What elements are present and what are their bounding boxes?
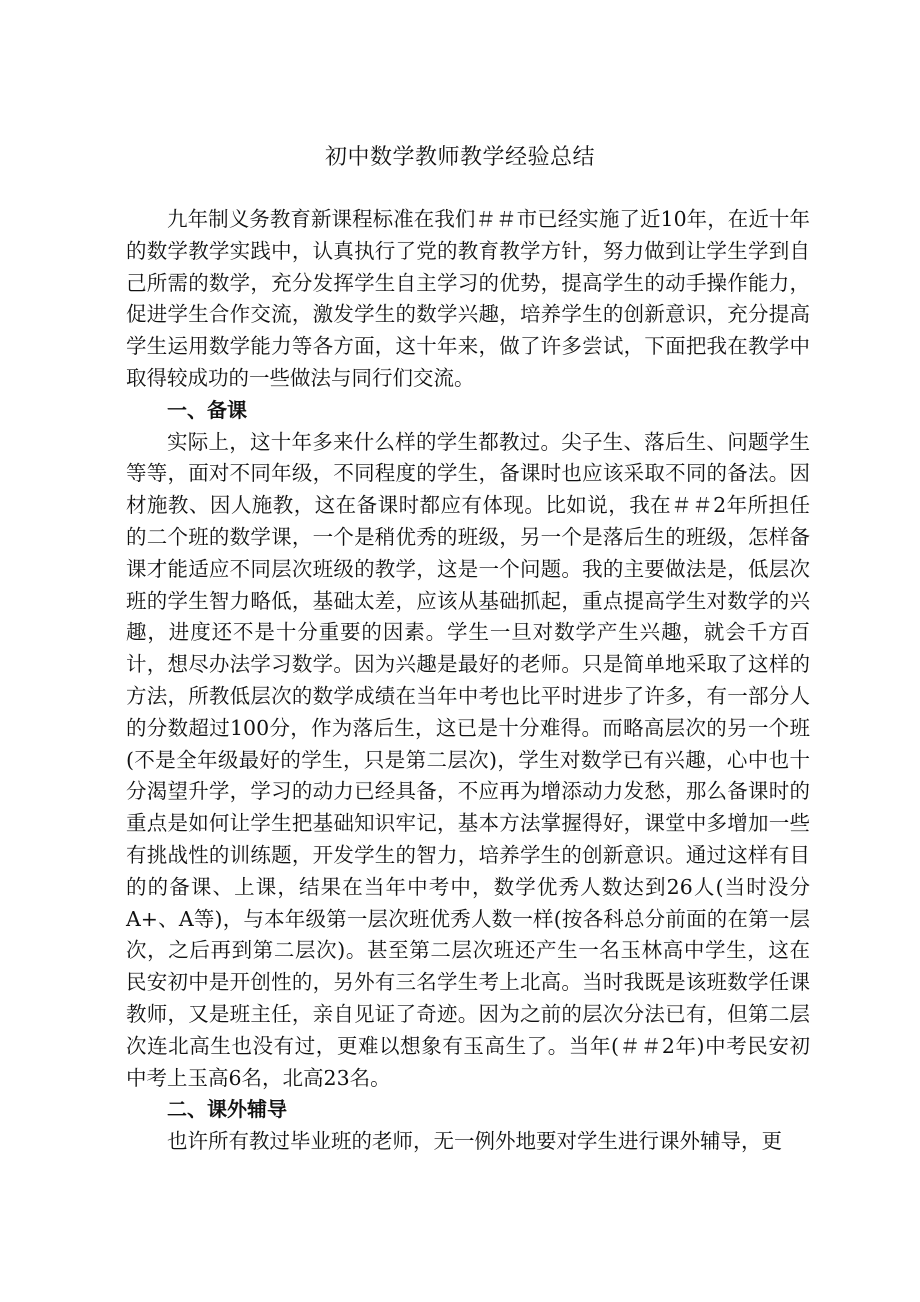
section-heading-tutoring: 二、课外辅导 <box>167 1097 287 1122</box>
lesson-prep-paragraph: 实际上，这十年多来什么样的学生都教过。尖子生、落后生、问题学生等等，面对不同年级，不同程度的学生，备课时也应该采取不同的备法。因材施教、因人施教，这在备课时都应有体现。比如说，我在＃＃2年所担任的二个班的数学课，一个是稍优秀的班级，另一个是落后生的班级，怎样备课才能适应不同层次班级的教学，这是一个问题。我的主要做法是，低层次班的学生智力略低，基础太差，应该从基础抓起，重点提高学生对数学的兴趣，进度还不是十分重要的因素。学生一旦对数学产生兴趣，就会千方百计，想尽办法学习数学。因为兴趣是最好的老师。只是简单地采取了这样的方法，所教低层次的数学成绩在当年中考也比平时进步了许多，有一部分人的分数超过100分，作为落后生，这已是十分难得。而略高层次的另一个班(不是全年级最好的学生，只是第二层次)，学生对数学已有兴趣，心中也十分渴望升学，学习的动力已经具备，不应再为增添动力发愁，那么备课时的重点是如何让学生把基础知识牢记，基本方法掌握得好，课堂中多增加一些有挑战性的训练题，开发学生的智力，培养学生的创新意识。通过这样有目的的备课、上课，结果在当年中考中，数学优秀人数达到26人(当时没分A+、A等)，与本年级第一层次班优秀人数一样(按各科总分前面的在第一层次，之后再到第二层次)。甚至第二层次班还产生一名玉林高中学生，这在民安初中是开创性的，另外有三名学生考上北高。当时我既是该班数学任课教师，又是班主任，亲自见证了奇迹。因为之前的层次分法已有，但第二层次连北高生也没有过，更难以想象有玉高生了。当年(＃＃2年)中考民安初中考上玉高6名，北高23名。 <box>126 429 810 1090</box>
intro-paragraph: 九年制义务教育新课程标准在我们＃＃市已经实施了近10年，在近十年的数学教学实践中，认真执行了党的教育教学方针，努力做到让学生学到自己所需的数学，充分发挥学生自主学习的优势，提高学生的动手操作能力，促进学生合作交流，激发学生的数学兴趣，培养学生的创新意识，充分提高学生运用数学能力等各方面，这十年来，做了许多尝试，下面把我在教学中取得较成功的一些做法与同行们交流。 <box>126 207 810 390</box>
document-body <box>126 204 810 1158</box>
document-title: 初中数学教师教学经验总结 <box>324 145 595 170</box>
tutoring-paragraph: 也许所有教过毕业班的老师，无一例外地要对学生进行课外辅导，更 <box>167 1129 782 1154</box>
section-heading-lesson-prep: 一、备课 <box>167 397 247 422</box>
